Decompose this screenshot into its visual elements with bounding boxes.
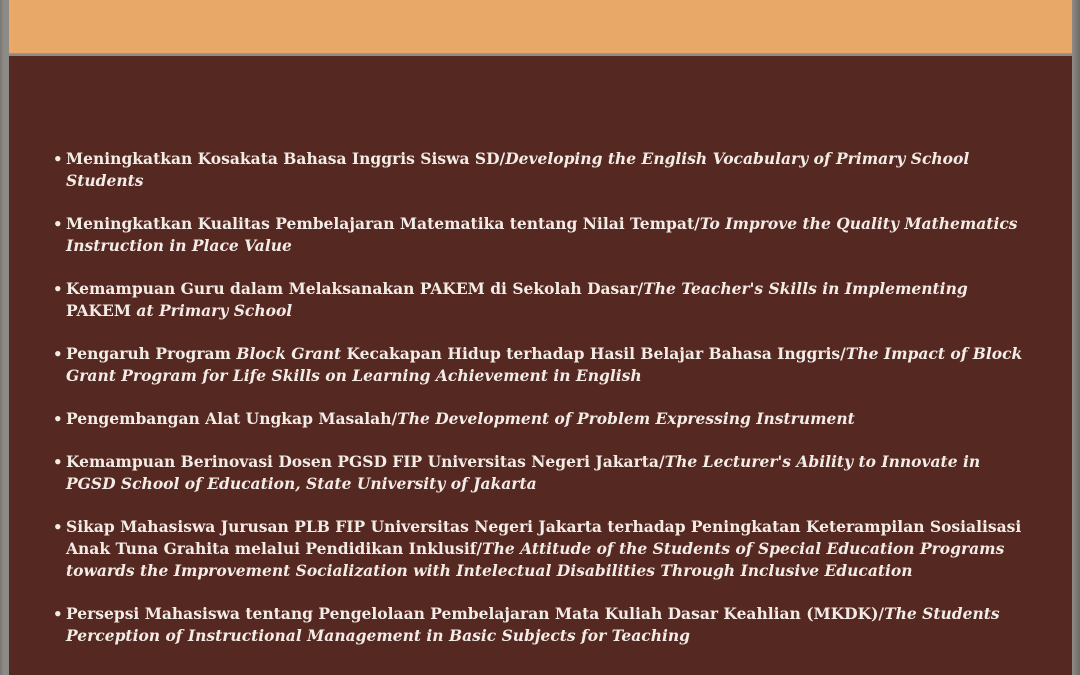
article-item bbox=[9, 278, 1072, 322]
article-title-english: The Development of Problem Expressing Instrument bbox=[397, 409, 855, 428]
article-title-english: The Lecturer's Ability to Innovate in PGSD School of Education, State University of Jakarta bbox=[66, 452, 981, 493]
article-title-indonesian: Kemampuan Guru dalam Melaksanakan PAKEM di Sekolah Dasar/ bbox=[66, 279, 644, 298]
article-title-indonesian: Pengembangan Alat Ungkap Masalah/ bbox=[66, 409, 398, 428]
bullet-icon: • bbox=[53, 215, 63, 233]
article-title-english: at Primary School bbox=[136, 301, 293, 320]
article-title-indonesian: Meningkatkan Kualitas Pembelajaran Matematika tentang Nilai Tempat/ bbox=[66, 214, 700, 233]
bullet-icon: • bbox=[53, 150, 63, 168]
article-title-english: To Improve the Quality Mathematics Instruction in Place Value bbox=[66, 214, 1018, 255]
article-title-indonesian: Persepsi Mahasiswa tentang Pengelolaan Pembelajaran Mata Kuliah Dasar Keahlian (MKDK)/ bbox=[66, 604, 885, 623]
article-title-english: The Students Perception of Instructional Management in Basic Subjects for Teaching bbox=[66, 604, 1000, 645]
article-title-english: Developing the English Vocabulary of Primary School Students bbox=[66, 149, 970, 190]
contents-panel bbox=[9, 56, 1072, 675]
bullet-icon: • bbox=[53, 453, 63, 471]
article-title-indonesian: Sikap Mahasiswa Jurusan PLB FIP Universitas Negeri Jakarta terhadap Peningkatan Keterampilan Sosialisasi Anak Tuna Grahita melalui Pendidikan Inklusif/ bbox=[66, 517, 1022, 558]
article-title-english: The Attitude of the Students of Special Education Programs towards the Improvement Socialization with Intelectual Disabilities Through Inclusive Education bbox=[66, 539, 1005, 580]
article-title-indonesian: Meningkatkan Kosakata Bahasa Inggris Siswa SD/ bbox=[66, 149, 506, 168]
article-title-english: Block Grant bbox=[236, 344, 342, 363]
bullet-icon: • bbox=[53, 605, 63, 623]
article-title-indonesian: Pengaruh Program bbox=[66, 344, 237, 363]
article-item bbox=[9, 343, 1072, 387]
bullet-icon: • bbox=[53, 345, 63, 363]
bullet-icon: • bbox=[53, 410, 63, 428]
article-item bbox=[9, 516, 1072, 582]
article-item bbox=[9, 451, 1072, 495]
article-item bbox=[9, 213, 1072, 257]
article-title-english: The Teacher's Skills in Implementing bbox=[643, 279, 968, 298]
article-list bbox=[9, 148, 1072, 668]
bullet-icon: • bbox=[53, 518, 63, 536]
bullet-icon: • bbox=[53, 280, 63, 298]
article-item bbox=[9, 408, 1072, 430]
article-title-indonesian: Kemampuan Berinovasi Dosen PGSD FIP Universitas Negeri Jakarta/ bbox=[66, 452, 665, 471]
article-item bbox=[9, 603, 1072, 647]
article-item bbox=[9, 148, 1072, 192]
header-band bbox=[9, 0, 1072, 54]
article-title-english: The Impact of Block Grant Program for Life Skills on Learning Achievement in English bbox=[66, 344, 1023, 385]
article-title-indonesian: PAKEM bbox=[66, 301, 137, 320]
article-title-indonesian: Kecakapan Hidup terhadap Hasil Belajar Bahasa Inggris/ bbox=[341, 344, 846, 363]
